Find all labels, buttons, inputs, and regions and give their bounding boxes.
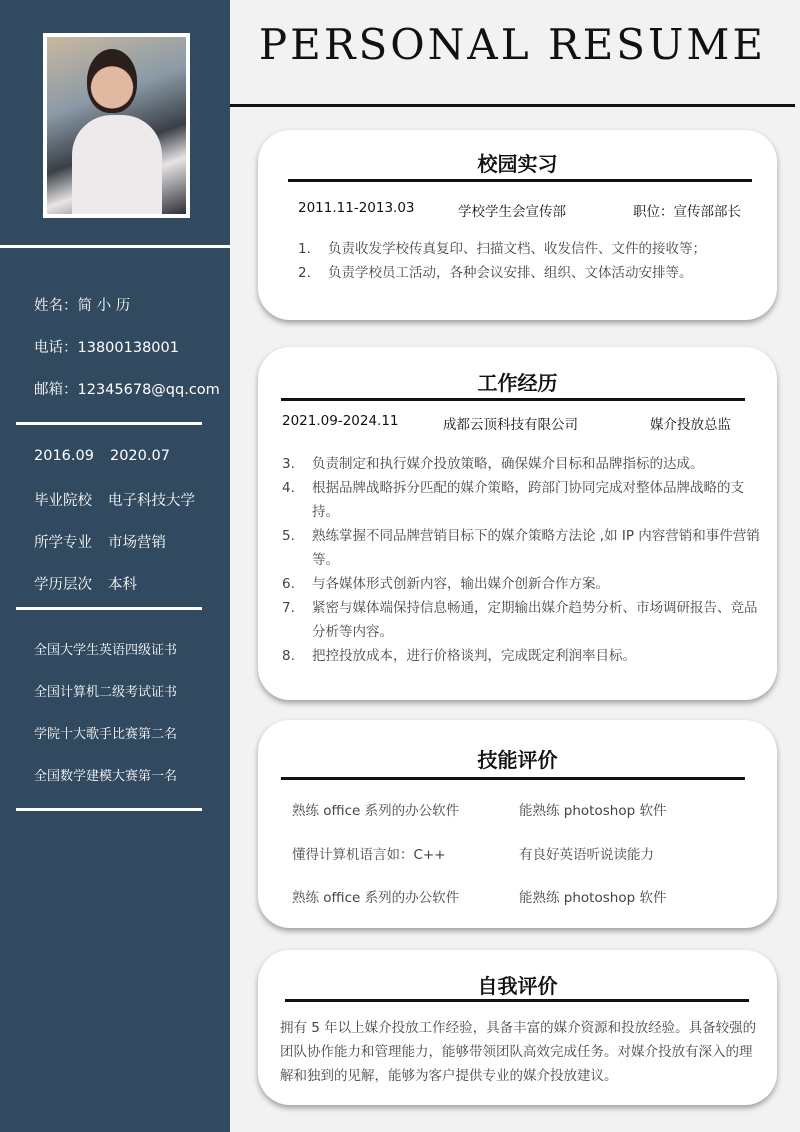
skills-card — [258, 720, 777, 928]
duty-list — [298, 237, 758, 285]
item-text: 把控投放成本，进行价格谈判，完成既定利润率目标。 — [312, 648, 636, 664]
skill: 有良好英语听说读能力 — [519, 847, 654, 863]
item-text: 与各媒体形式创新内容，输出媒介创新合作方案。 — [312, 576, 609, 592]
cert: 学院十大歌手比赛第二名 — [34, 727, 178, 742]
section-title: 技能评价 — [477, 748, 558, 772]
divider — [0, 245, 230, 248]
skill: 能熟练 photoshop 软件 — [519, 803, 667, 819]
divider — [288, 179, 752, 182]
list-item — [282, 524, 766, 572]
skill: 熟练 office 系列的办公软件 — [292, 890, 460, 906]
section-title: 校园实习 — [477, 152, 558, 176]
organization: 学校学生会宣传部 — [458, 204, 566, 220]
cert: 全国大学生英语四级证书 — [34, 643, 178, 658]
edu-degree — [34, 573, 137, 594]
value: 市场营销 — [108, 535, 166, 551]
item-number: 6. — [282, 576, 295, 592]
item-number: 7. — [282, 600, 295, 616]
divider — [281, 398, 745, 401]
position: 媒介投放总监 — [650, 417, 731, 433]
sidebar — [0, 0, 230, 1132]
item-text: 根据品牌战略拆分匹配的媒介策略，跨部门协同完成对整体品牌战略的支持。 — [312, 480, 744, 520]
label: 毕业院校 — [34, 493, 92, 509]
cert: 全国数学建模大赛第一名 — [34, 769, 178, 784]
date: 2021.09-2024.11 — [282, 413, 399, 429]
name: 姓名：简 小 历 — [34, 298, 131, 314]
item-number: 2. — [298, 265, 311, 281]
profile-photo — [43, 33, 190, 218]
email: 邮箱：12345678@qq.com — [34, 382, 220, 398]
list-item — [282, 476, 766, 524]
item-text: 负责收发学校传真复印、扫描文档、收发信件、文件的接收等； — [328, 241, 706, 257]
list-item — [282, 452, 766, 476]
list-item — [282, 572, 766, 596]
divider — [16, 607, 202, 610]
item-number: 8. — [282, 648, 295, 664]
page-title: PERSONAL RESUME — [258, 20, 767, 69]
company: 成都云顶科技有限公司 — [443, 417, 578, 433]
divider — [16, 808, 202, 811]
edu-start: 2016.09 — [34, 448, 94, 464]
work-card — [258, 347, 777, 700]
value: 电子科技大学 — [108, 493, 195, 509]
edu-major — [34, 531, 166, 552]
divider — [16, 422, 202, 425]
section-title: 自我评价 — [477, 974, 558, 998]
list-item — [298, 237, 758, 261]
duty-list — [282, 452, 766, 668]
list-item — [282, 596, 766, 644]
divider — [285, 999, 749, 1002]
item-number: 4. — [282, 480, 295, 496]
edu-end: 2020.07 — [109, 448, 170, 464]
item-text: 负责制定和执行媒介投放策略，确保媒介目标和品牌指标的达成。 — [312, 456, 704, 472]
item-text: 熟练掌握不同品牌营销目标下的媒介策略方法论 ,如 IP 内容营销和事件营销等。 — [312, 528, 760, 568]
label: 所学专业 — [34, 535, 92, 551]
item-number: 5. — [282, 528, 295, 544]
list-item — [282, 644, 766, 668]
edu-school — [34, 489, 195, 510]
title-underline — [230, 104, 795, 107]
item-text: 紧密与媒体端保持信息畅通，定期输出媒介趋势分析、市场调研报告、竞品分析等内容。 — [312, 600, 758, 640]
position: 职位：宣传部部长 — [633, 204, 741, 220]
label: 学历层次 — [34, 577, 92, 593]
section-title: 工作经历 — [477, 371, 558, 395]
self-evaluation-text: 拥有 5 年以上媒介投放工作经验，具备丰富的媒介资源和投放经验。具备较强的团队协作能力和管理能力，能够带领团队高效完成任务。对媒介投放有深入的理解和独到的见解，能够为客户提供专业的媒介投放建议。 — [280, 1020, 757, 1084]
date: 2011.11-2013.03 — [298, 200, 415, 216]
internship-card — [258, 130, 777, 320]
edu-dates — [34, 448, 170, 464]
item-number: 1. — [298, 241, 311, 257]
skill: 能熟练 photoshop 软件 — [519, 890, 667, 906]
skill: 熟练 office 系列的办公软件 — [292, 803, 460, 819]
divider — [281, 777, 745, 780]
phone: 电话：13800138001 — [34, 340, 179, 356]
item-text: 负责学校员工活动，各种会议安排、组织、文体活动安排等。 — [328, 265, 693, 281]
skill: 懂得计算机语言如：C++ — [292, 847, 446, 863]
value: 本科 — [108, 577, 137, 593]
list-item — [298, 261, 758, 285]
item-number: 3. — [282, 456, 295, 472]
cert: 全国计算机二级考试证书 — [34, 685, 178, 700]
self-eval-card — [258, 950, 777, 1105]
